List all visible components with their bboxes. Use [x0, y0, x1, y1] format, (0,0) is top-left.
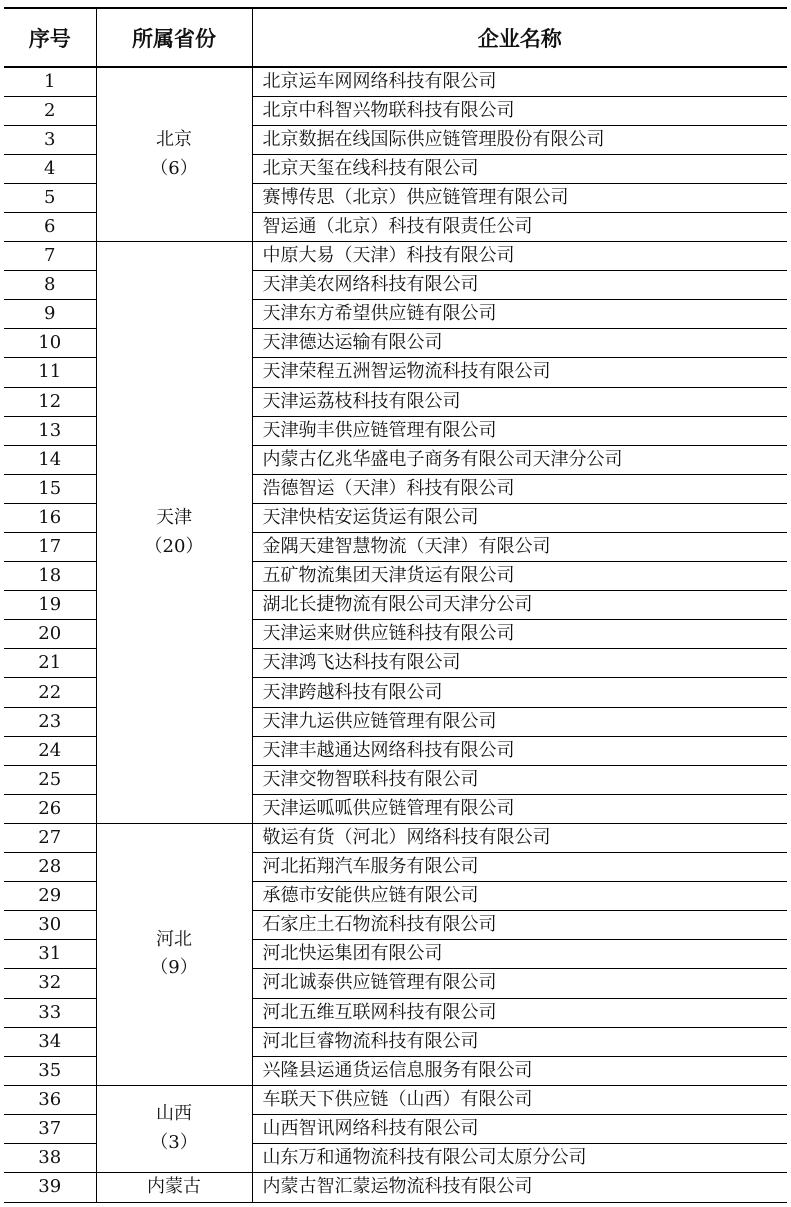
company-name-cell: 金隅天建智慧物流（天津）有限公司	[252, 533, 787, 562]
province-cell	[96, 1085, 252, 1172]
company-name-cell: 河北五维互联网科技有限公司	[252, 998, 787, 1027]
serial-number-cell: 2	[4, 96, 96, 125]
company-name-cell: 天津九运供应链管理有限公司	[252, 707, 787, 736]
company-name-cell: 天津鸿飞达科技有限公司	[252, 649, 787, 678]
serial-number-cell: 14	[4, 445, 96, 474]
serial-number-cell: 26	[4, 794, 96, 823]
serial-number-cell: 24	[4, 736, 96, 765]
serial-number-cell: 34	[4, 1027, 96, 1056]
serial-number-cell: 30	[4, 911, 96, 940]
table-header	[4, 8, 787, 67]
company-name-cell: 河北拓翔汽车服务有限公司	[252, 853, 787, 882]
serial-number-cell: 9	[4, 300, 96, 329]
company-name-cell: 天津丰越通达网络科技有限公司	[252, 736, 787, 765]
serial-number-cell: 39	[4, 1173, 96, 1203]
table-row	[4, 823, 787, 852]
serial-number-cell: 1	[4, 67, 96, 96]
company-name-cell: 天津荣程五洲智运物流科技有限公司	[252, 358, 787, 387]
company-name-cell: 天津交物智联科技有限公司	[252, 765, 787, 794]
company-name-cell: 内蒙古智汇蒙运物流科技有限公司	[252, 1173, 787, 1203]
company-name-cell: 承德市安能供应链有限公司	[252, 882, 787, 911]
company-name-cell: 河北快运集团有限公司	[252, 940, 787, 969]
company-name-cell: 天津驹丰供应链管理有限公司	[252, 416, 787, 445]
serial-number-cell: 35	[4, 1056, 96, 1085]
company-name-cell: 车联天下供应链（山西）有限公司	[252, 1085, 787, 1114]
company-table	[4, 7, 787, 1203]
serial-number-cell: 16	[4, 503, 96, 532]
table-row	[4, 67, 787, 96]
serial-number-cell: 25	[4, 765, 96, 794]
serial-number-cell: 7	[4, 242, 96, 271]
serial-number-cell: 8	[4, 271, 96, 300]
table-row	[4, 242, 787, 271]
table-row	[4, 1085, 787, 1114]
serial-number-cell: 4	[4, 154, 96, 183]
province-name: 内蒙古	[147, 1176, 201, 1198]
header-company-name: 企业名称	[252, 8, 787, 67]
serial-number-cell: 19	[4, 591, 96, 620]
province-cell	[96, 823, 252, 1085]
company-name-cell: 天津德达运输有限公司	[252, 329, 787, 358]
province-count: （3）	[150, 1131, 198, 1153]
table-body	[4, 67, 787, 1202]
province-name: 天津	[156, 506, 192, 528]
company-name-cell: 天津跨越科技有限公司	[252, 678, 787, 707]
company-name-cell: 天津运呱呱供应链管理有限公司	[252, 794, 787, 823]
province-cell	[96, 67, 252, 242]
company-name-cell: 敬运有货（河北）网络科技有限公司	[252, 823, 787, 852]
company-name-cell: 赛博传思（北京）供应链管理有限公司	[252, 183, 787, 212]
company-name-cell: 湖北长捷物流有限公司天津分公司	[252, 591, 787, 620]
company-name-cell: 天津东方希望供应链有限公司	[252, 300, 787, 329]
serial-number-cell: 12	[4, 387, 96, 416]
serial-number-cell: 5	[4, 183, 96, 212]
serial-number-cell: 32	[4, 969, 96, 998]
company-name-cell: 北京运车网网络科技有限公司	[252, 67, 787, 96]
serial-number-cell: 10	[4, 329, 96, 358]
company-name-cell: 北京天玺在线科技有限公司	[252, 154, 787, 183]
province-cell	[96, 1173, 252, 1203]
company-name-cell: 天津美农网络科技有限公司	[252, 271, 787, 300]
serial-number-cell: 22	[4, 678, 96, 707]
province-name: 北京	[156, 128, 192, 150]
company-name-cell: 天津运来财供应链科技有限公司	[252, 620, 787, 649]
serial-number-cell: 6	[4, 212, 96, 241]
serial-number-cell: 17	[4, 533, 96, 562]
serial-number-cell: 13	[4, 416, 96, 445]
province-count: （20）	[144, 535, 204, 557]
serial-number-cell: 21	[4, 649, 96, 678]
serial-number-cell: 36	[4, 1085, 96, 1114]
province-count: （6）	[150, 157, 198, 179]
province-name: 河北	[156, 928, 192, 950]
serial-number-cell: 3	[4, 125, 96, 154]
company-name-cell: 天津运荔枝科技有限公司	[252, 387, 787, 416]
serial-number-cell: 29	[4, 882, 96, 911]
company-name-cell: 天津快桔安运货运有限公司	[252, 503, 787, 532]
serial-number-cell: 33	[4, 998, 96, 1027]
header-row	[4, 8, 787, 67]
serial-number-cell: 20	[4, 620, 96, 649]
company-name-cell: 内蒙古亿兆华盛电子商务有限公司天津分公司	[252, 445, 787, 474]
company-name-cell: 河北诚泰供应链管理有限公司	[252, 969, 787, 998]
company-name-cell: 浩德智运（天津）科技有限公司	[252, 474, 787, 503]
serial-number-cell: 27	[4, 823, 96, 852]
company-name-cell: 北京数据在线国际供应链管理股份有限公司	[252, 125, 787, 154]
company-name-cell: 兴隆县运通货运信息服务有限公司	[252, 1056, 787, 1085]
company-name-cell: 北京中科智兴物联科技有限公司	[252, 96, 787, 125]
serial-number-cell: 31	[4, 940, 96, 969]
company-name-cell: 五矿物流集团天津货运有限公司	[252, 562, 787, 591]
company-name-cell: 山西智讯网络科技有限公司	[252, 1114, 787, 1143]
serial-number-cell: 15	[4, 474, 96, 503]
company-name-cell: 河北巨睿物流科技有限公司	[252, 1027, 787, 1056]
company-name-cell: 山东万和通物流科技有限公司太原分公司	[252, 1143, 787, 1172]
serial-number-cell: 37	[4, 1114, 96, 1143]
province-count: （9）	[150, 957, 198, 979]
serial-number-cell: 18	[4, 562, 96, 591]
province-name: 山西	[156, 1103, 192, 1125]
header-province: 所属省份	[96, 8, 252, 67]
serial-number-cell: 38	[4, 1143, 96, 1172]
province-cell	[96, 242, 252, 824]
company-name-cell: 智运通（北京）科技有限责任公司	[252, 212, 787, 241]
serial-number-cell: 28	[4, 853, 96, 882]
serial-number-cell: 11	[4, 358, 96, 387]
header-serial-number: 序号	[4, 8, 96, 67]
table-row	[4, 1173, 787, 1203]
company-name-cell: 中原大易（天津）科技有限公司	[252, 242, 787, 271]
company-name-cell: 石家庄土石物流科技有限公司	[252, 911, 787, 940]
serial-number-cell: 23	[4, 707, 96, 736]
